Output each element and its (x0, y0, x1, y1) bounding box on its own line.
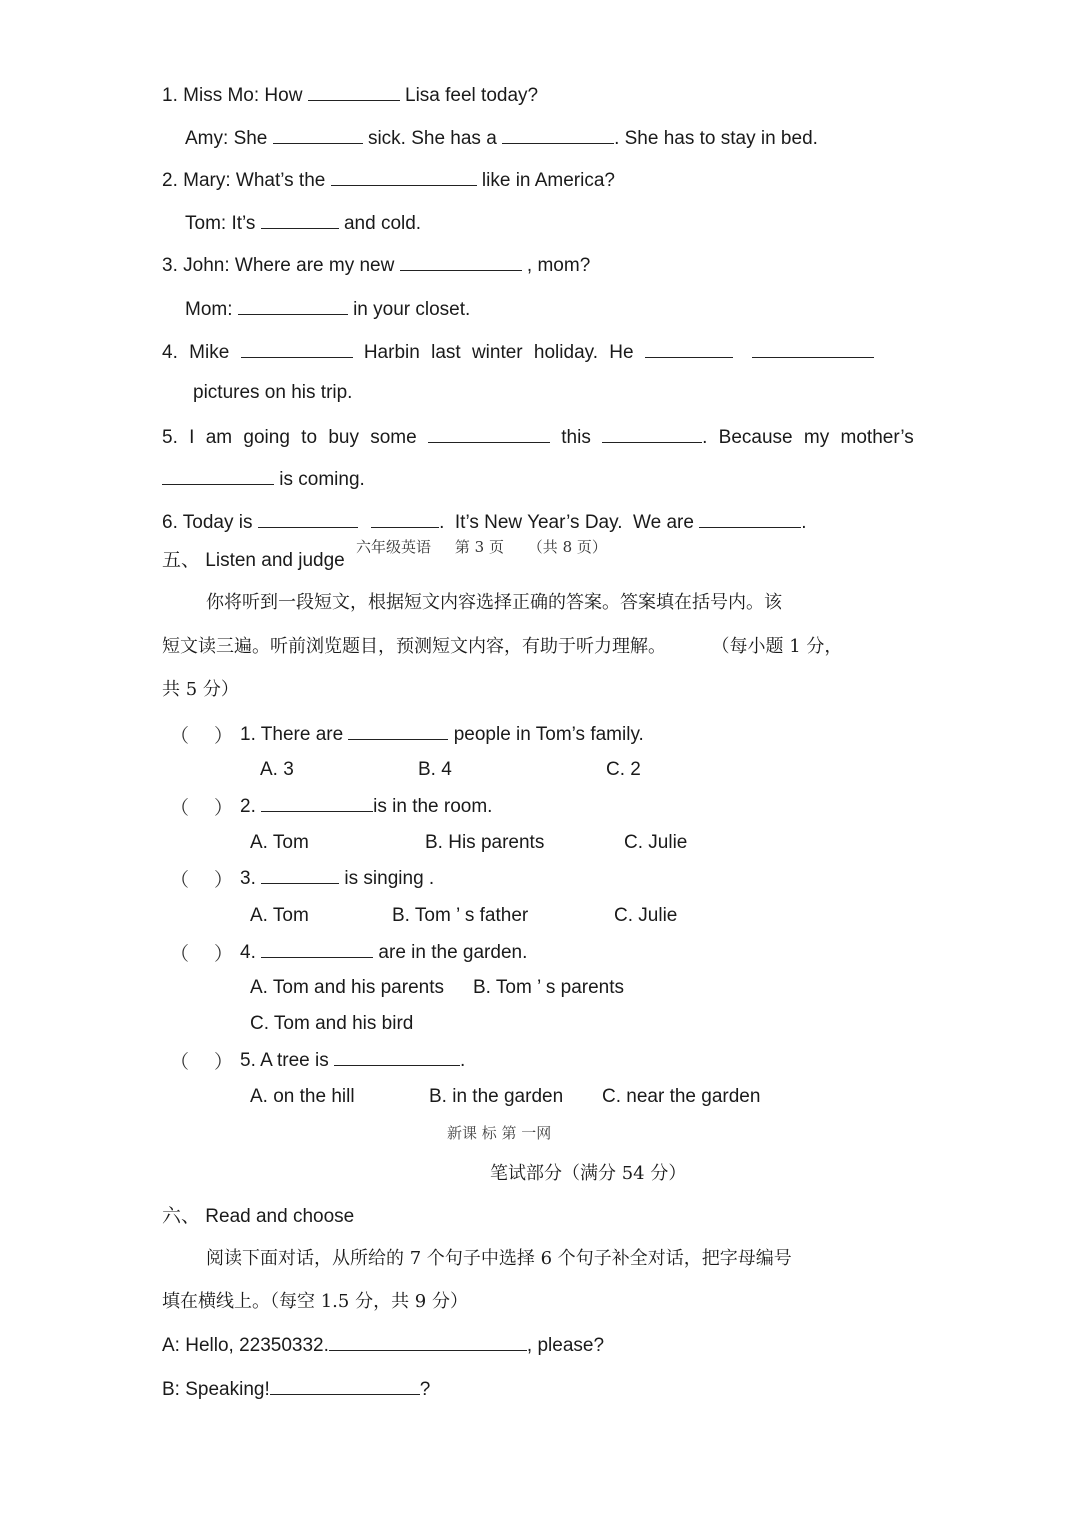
answer-blank[interactable] (329, 1332, 527, 1351)
listen-question-2: 2. is in the room. (240, 793, 492, 819)
answer-blank[interactable] (241, 339, 353, 358)
option-a: A. on the hill (250, 1086, 355, 1107)
option-a: A. Tom (250, 832, 309, 853)
answer-blank[interactable] (270, 1376, 420, 1395)
answer-blank[interactable] (334, 1047, 460, 1066)
answer-paren-open: （ (170, 798, 190, 819)
answer-paren-close[interactable]: ） (214, 870, 234, 891)
answer-blank[interactable] (261, 865, 339, 884)
listen-question-1: 1. There are people in Tom’s family. (240, 721, 644, 747)
answer-blank[interactable] (645, 339, 733, 358)
section-6-instruction-2: 填在横线上。（每空 1.5 分，共 9 分） (162, 1291, 468, 1312)
section-5-instruction-1: 你将听到一段短文，根据短文内容选择正确的答案。答案填在括号内。该 (206, 592, 782, 613)
question-4-line-a: 4. Mike Harbin last winter holiday. He (162, 339, 874, 365)
answer-paren-close[interactable]: ） (214, 798, 234, 819)
section-6-title: 六、 Read and choose (162, 1206, 355, 1227)
section-6-instruction-1: 阅读下面对话，从所给的 7 个句子中选择 6 个句子补全对话，把字母编号 (206, 1248, 792, 1269)
answer-paren-close[interactable]: ） (214, 944, 234, 965)
answer-blank[interactable] (261, 939, 373, 958)
answer-blank[interactable] (602, 424, 702, 443)
option-b: B. His parents (425, 832, 545, 853)
question-3-line-a: 3. John: Where are my new , mom? (162, 252, 590, 278)
option-a: A. Tom and his parents (250, 977, 444, 998)
answer-blank[interactable] (238, 296, 348, 315)
question-2-line-a: 2. Mary: What’s the like in America? (162, 167, 615, 193)
listen-question-5: 5. A tree is . (240, 1047, 465, 1073)
option-c: C. near the garden (602, 1086, 761, 1107)
answer-blank[interactable] (261, 210, 339, 229)
question-6-line: 6. Today is . It’s New Year’s Day. We are . (162, 509, 807, 535)
question-1-line-b: Amy: She sick. She has a . She has to stay in bed. (185, 125, 818, 151)
option-a: A. 3 (260, 759, 294, 780)
option-c: C. Julie (614, 905, 678, 926)
answer-paren-open: （ (170, 944, 190, 965)
written-part-heading: 笔试部分（满分 54 分） (490, 1163, 687, 1184)
question-2-line-b: Tom: It’s and cold. (185, 210, 421, 236)
answer-blank[interactable] (502, 125, 614, 144)
page-footer: 六年级英语 第 3 页 （共 8 页） (356, 538, 607, 556)
question-4-line-b: pictures on his trip. (193, 382, 353, 403)
listen-question-4: 4. are in the garden. (240, 939, 527, 965)
answer-blank[interactable] (331, 167, 477, 186)
option-b: B. 4 (418, 759, 452, 780)
option-c: C. Tom and his bird (250, 1013, 414, 1034)
answer-blank[interactable] (348, 721, 448, 740)
question-5-line-b: is coming. (162, 466, 365, 492)
answer-blank[interactable] (371, 509, 439, 528)
listen-question-3: 3. is singing . (240, 865, 434, 891)
question-1-line-a: 1. Miss Mo: How Lisa feel today? (162, 82, 538, 108)
option-b: B. in the garden (429, 1086, 564, 1107)
answer-blank[interactable] (428, 424, 550, 443)
option-b: B. Tom ’ s parents (473, 977, 625, 998)
answer-paren-open: （ (170, 870, 190, 891)
answer-paren-close[interactable]: ） (214, 1052, 234, 1073)
answer-blank[interactable] (308, 82, 400, 101)
answer-paren-open: （ (170, 726, 190, 747)
question-5-line-a: 5. I am going to buy some this . Because my mother’s (162, 424, 914, 450)
answer-paren-close[interactable]: ） (214, 726, 234, 747)
watermark: 新课 标 第 一网 (447, 1124, 552, 1142)
answer-blank[interactable] (258, 509, 358, 528)
answer-blank[interactable] (273, 125, 363, 144)
answer-blank[interactable] (400, 252, 522, 271)
answer-blank[interactable] (752, 339, 874, 358)
option-a: A. Tom (250, 905, 309, 926)
section-5-instruction-2: 短文读三遍。听前浏览题目，预测短文内容，有助于听力理解。 （每小题 1 分， (162, 636, 843, 657)
option-c: C. 2 (606, 759, 641, 780)
question-3-line-b: Mom: in your closet. (185, 296, 470, 322)
answer-blank[interactable] (261, 793, 373, 812)
dialogue-line-a: A: Hello, 22350332. , please? (162, 1332, 604, 1358)
answer-paren-open: （ (170, 1052, 190, 1073)
option-c: C. Julie (624, 832, 688, 853)
answer-blank[interactable] (162, 466, 274, 485)
option-b: B. Tom ’ s father (392, 905, 529, 926)
section-5-title: 五、 Listen and judge (162, 550, 345, 571)
answer-blank[interactable] (699, 509, 801, 528)
dialogue-line-b: B: Speaking! ? (162, 1376, 430, 1402)
section-5-instruction-3: 共 5 分） (162, 679, 239, 700)
